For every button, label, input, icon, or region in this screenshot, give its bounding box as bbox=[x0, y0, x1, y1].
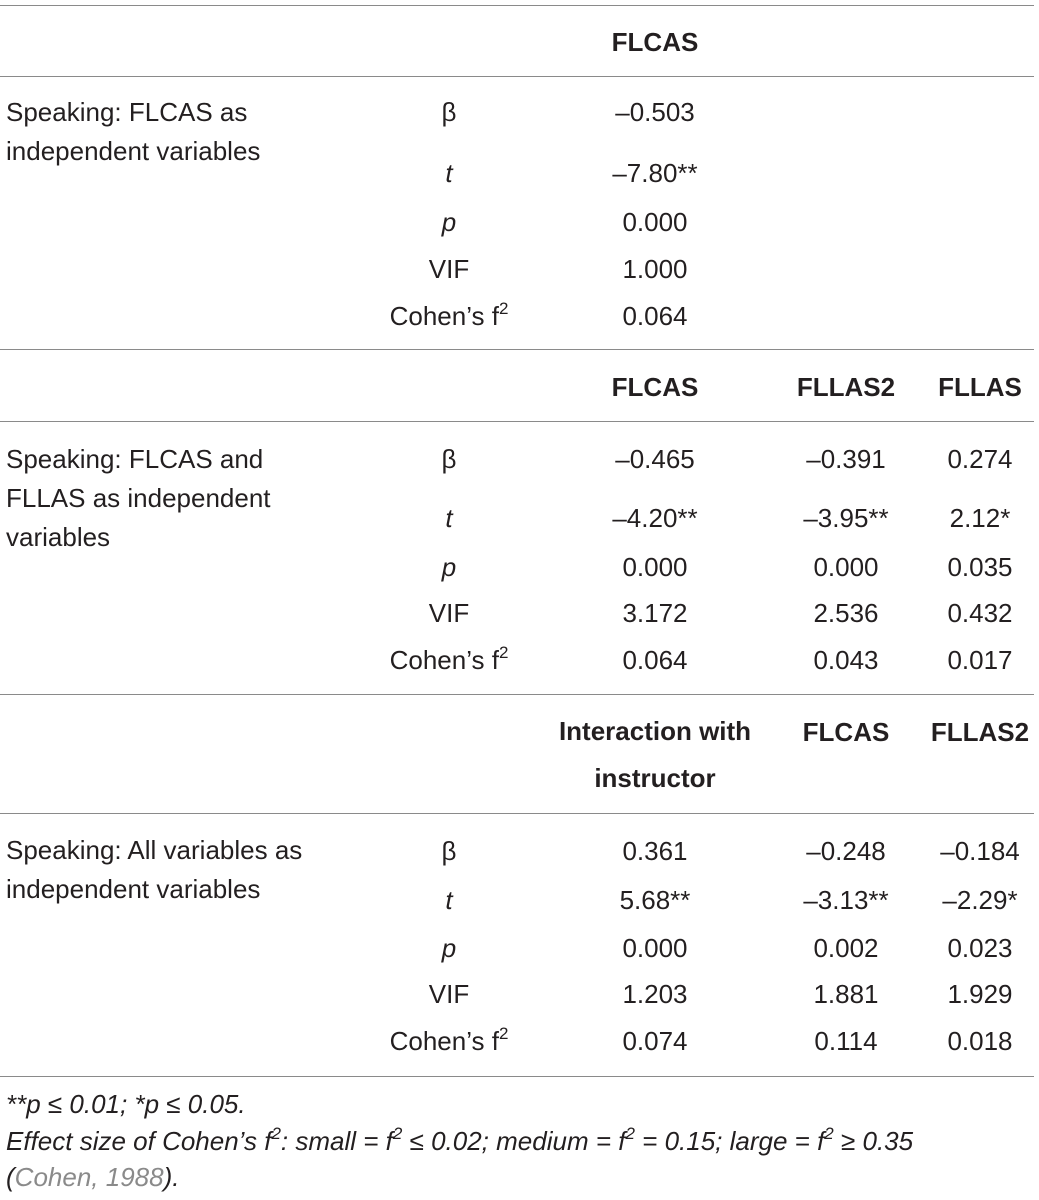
table-cell: 0.017 bbox=[947, 645, 1013, 675]
stat-label-text: Cohen’s f bbox=[389, 645, 499, 675]
row-group-label: Speaking: FLCAS as independent variables bbox=[6, 97, 261, 166]
stat-label-t: t bbox=[445, 503, 453, 533]
footnote-citation-line bbox=[6, 1159, 179, 1195]
table-cell: –3.95** bbox=[803, 503, 889, 533]
table-cell: –0.503 bbox=[615, 97, 695, 127]
row-group-label: Speaking: All variables as independent variables bbox=[6, 835, 303, 904]
table-cell: 0.432 bbox=[947, 598, 1013, 628]
table-cell: –0.184 bbox=[940, 836, 1020, 866]
table-cell: 0.043 bbox=[813, 645, 879, 675]
footnote-text: = 0.15; large = f bbox=[634, 1126, 825, 1156]
footnote-text: Effect size of Cohen’s f bbox=[6, 1126, 272, 1156]
footnote-text: ( bbox=[6, 1162, 15, 1192]
superscript: 2 bbox=[498, 643, 509, 662]
stat-label-vif: VIF bbox=[428, 254, 470, 284]
header-rule-3 bbox=[0, 813, 1034, 814]
table-cell: –2.29* bbox=[942, 885, 1018, 915]
column-header: FLCAS bbox=[611, 27, 699, 57]
table-cell: 2.12* bbox=[949, 503, 1011, 533]
superscript: 2 bbox=[824, 1124, 834, 1143]
stat-label-cohens-f2 bbox=[376, 300, 522, 332]
header-rule-1 bbox=[0, 76, 1034, 77]
table-cell: –4.20** bbox=[612, 503, 698, 533]
table-cell: 5.68** bbox=[619, 885, 691, 915]
footnote-text: ). bbox=[163, 1162, 180, 1192]
table-cell: 1.929 bbox=[947, 979, 1013, 1009]
table-cell: 0.035 bbox=[947, 552, 1013, 582]
column-header: FLLAS2 bbox=[930, 717, 1030, 747]
table-cell: –7.80** bbox=[612, 158, 698, 188]
stat-label-t: t bbox=[445, 158, 453, 188]
stat-label-cohens-f2 bbox=[376, 644, 522, 676]
table-cell: 0.000 bbox=[813, 552, 879, 582]
column-header: FLLAS bbox=[938, 372, 1022, 402]
superscript: 2 bbox=[498, 299, 509, 318]
footnote-text: : small = f bbox=[280, 1126, 393, 1156]
table-cell: 0.361 bbox=[622, 836, 688, 866]
table-top-rule bbox=[0, 5, 1034, 6]
table-cell: –0.248 bbox=[806, 836, 886, 866]
table-cell: 0.023 bbox=[947, 933, 1013, 963]
section-rule-2 bbox=[0, 694, 1034, 695]
stat-label-beta: β bbox=[441, 444, 457, 474]
table-bottom-rule bbox=[0, 1076, 1034, 1077]
footnote-effect-size bbox=[6, 1123, 913, 1159]
stat-label-p: p bbox=[441, 552, 457, 582]
table-cell: –0.391 bbox=[806, 444, 886, 474]
table-cell: 0.114 bbox=[814, 1026, 878, 1056]
table-cell: 0.000 bbox=[622, 933, 688, 963]
table-cell: 0.064 bbox=[622, 645, 688, 675]
column-header: FLCAS bbox=[611, 372, 699, 402]
stat-label-p: p bbox=[441, 933, 457, 963]
table-cell: 2.536 bbox=[813, 598, 879, 628]
stat-label-cohens-f2 bbox=[376, 1025, 522, 1057]
section-rule-1 bbox=[0, 349, 1034, 350]
footnote-text: ≤ 0.02; medium = f bbox=[402, 1126, 626, 1156]
stat-label-text: Cohen’s f bbox=[389, 1026, 499, 1056]
stat-label-vif: VIF bbox=[428, 598, 470, 628]
superscript: 2 bbox=[498, 1024, 509, 1043]
column-header: FLLAS2 bbox=[796, 372, 896, 402]
superscript: 2 bbox=[271, 1124, 281, 1143]
citation-link[interactable]: Cohen, 1988 bbox=[14, 1162, 164, 1192]
footnote-significance: **p ≤ 0.01; *p ≤ 0.05. bbox=[6, 1089, 246, 1119]
stat-label-text: Cohen’s f bbox=[389, 301, 499, 331]
superscript: 2 bbox=[392, 1124, 403, 1143]
table-cell: 0.018 bbox=[947, 1026, 1013, 1056]
table-cell: –0.465 bbox=[615, 444, 695, 474]
table-cell: 1.203 bbox=[622, 979, 688, 1009]
stat-label-vif: VIF bbox=[428, 979, 470, 1009]
table-cell: 0.074 bbox=[622, 1026, 688, 1056]
column-header: FLCAS bbox=[802, 717, 890, 747]
stat-label-beta: β bbox=[441, 97, 457, 127]
table-cell: 1.881 bbox=[813, 979, 879, 1009]
row-group-label: Speaking: FLCAS and FLLAS as independent variables bbox=[6, 444, 271, 552]
table-cell: 3.172 bbox=[622, 598, 688, 628]
table-cell: 1.000 bbox=[622, 254, 688, 284]
superscript: 2 bbox=[625, 1124, 635, 1143]
table-cell: 0.274 bbox=[947, 444, 1013, 474]
table-cell: 0.002 bbox=[813, 933, 879, 963]
header-rule-2 bbox=[0, 421, 1034, 422]
table-cell: 0.000 bbox=[622, 207, 688, 237]
stat-label-t: t bbox=[445, 885, 453, 915]
column-header-line-2: instructor bbox=[594, 763, 716, 793]
table-cell: –3.13** bbox=[803, 885, 889, 915]
table-cell: 0.064 bbox=[622, 301, 688, 331]
table-cell: 0.000 bbox=[622, 552, 688, 582]
column-header-line-1: Interaction with bbox=[558, 716, 752, 746]
footnote-text: ≥ 0.35 bbox=[833, 1126, 914, 1156]
stat-label-p: p bbox=[441, 207, 457, 237]
stat-label-beta: β bbox=[441, 836, 457, 866]
